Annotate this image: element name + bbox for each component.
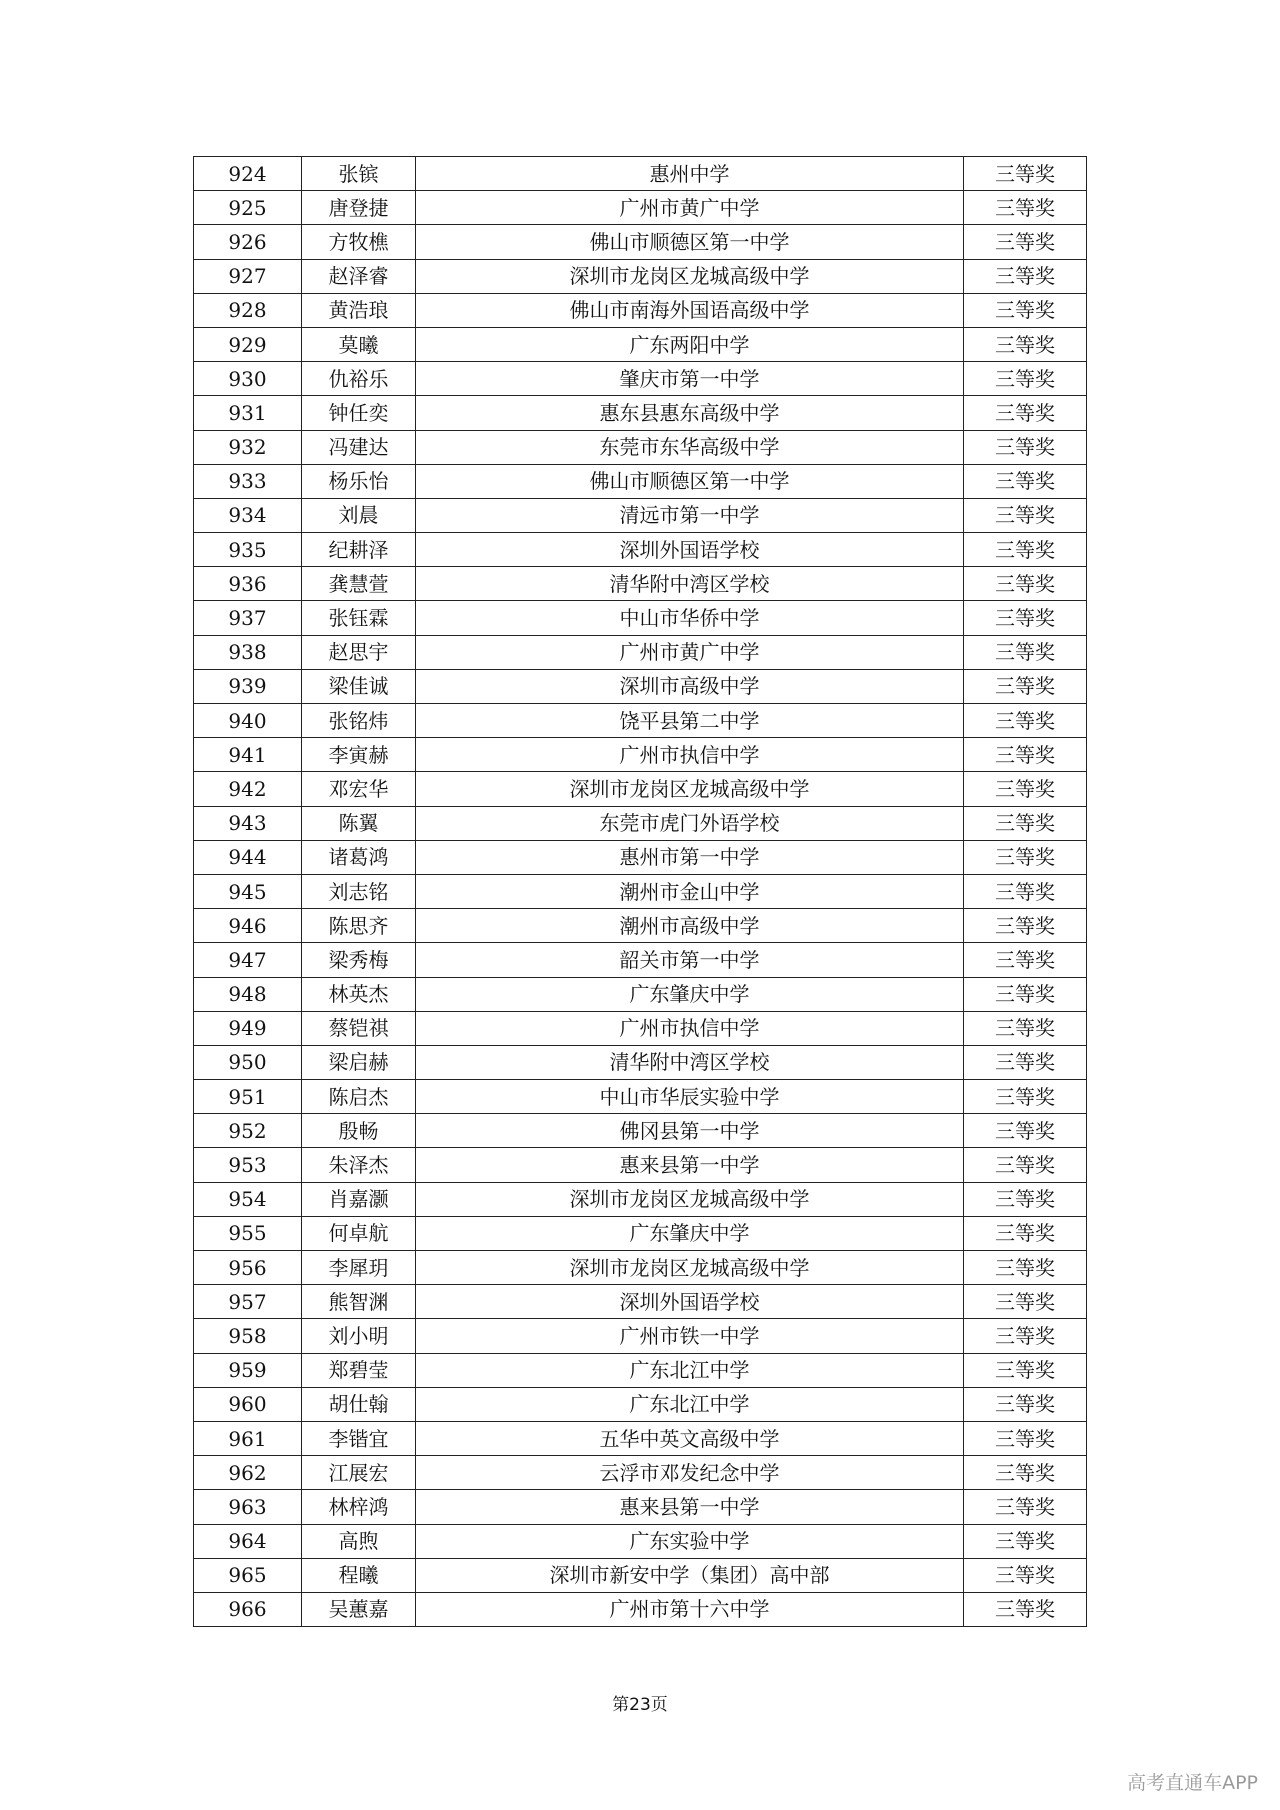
award-level: 三等奖 [964,1353,1087,1387]
school-name: 中山市华侨中学 [416,601,964,635]
table-row [194,1490,1087,1524]
row-number: 954 [194,1182,302,1216]
table-row [194,567,1087,601]
award-level: 三等奖 [964,362,1087,396]
school-name: 佛山市顺德区第一中学 [416,225,964,259]
school-name: 惠来县第一中学 [416,1490,964,1524]
award-level: 三等奖 [964,635,1087,669]
student-name: 林梓鸿 [302,1490,416,1524]
school-name: 清远市第一中学 [416,498,964,532]
school-name: 深圳市龙岗区龙城高级中学 [416,1182,964,1216]
student-name: 郑碧莹 [302,1353,416,1387]
school-name: 云浮市邓发纪念中学 [416,1456,964,1490]
student-name: 梁启赫 [302,1045,416,1079]
school-name: 五华中英文高级中学 [416,1421,964,1455]
table-row [194,533,1087,567]
school-name: 广州市铁一中学 [416,1319,964,1353]
award-level: 三等奖 [964,191,1087,225]
award-level: 三等奖 [964,738,1087,772]
award-level: 三等奖 [964,327,1087,361]
row-number: 945 [194,874,302,908]
table-row [194,874,1087,908]
table-row [194,362,1087,396]
school-name: 潮州市金山中学 [416,874,964,908]
table-row [194,1387,1087,1421]
table-row [194,1080,1087,1114]
row-number: 963 [194,1490,302,1524]
table-row [194,840,1087,874]
award-level: 三等奖 [964,225,1087,259]
school-name: 清华附中湾区学校 [416,1045,964,1079]
row-number: 934 [194,498,302,532]
school-name: 广东北江中学 [416,1353,964,1387]
school-name: 深圳市龙岗区龙城高级中学 [416,1251,964,1285]
school-name: 惠来县第一中学 [416,1148,964,1182]
row-number: 965 [194,1558,302,1592]
table-row [194,259,1087,293]
student-name: 刘志铭 [302,874,416,908]
row-number: 925 [194,191,302,225]
table-row [194,772,1087,806]
student-name: 唐登捷 [302,191,416,225]
row-number: 960 [194,1387,302,1421]
award-level: 三等奖 [964,1251,1087,1285]
table-row [194,1251,1087,1285]
school-name: 广东肇庆中学 [416,977,964,1011]
award-level: 三等奖 [964,977,1087,1011]
student-name: 赵思宇 [302,635,416,669]
row-number: 927 [194,259,302,293]
school-name: 惠州中学 [416,157,964,191]
row-number: 961 [194,1421,302,1455]
student-name: 朱泽杰 [302,1148,416,1182]
student-name: 刘小明 [302,1319,416,1353]
student-name: 陈启杰 [302,1080,416,1114]
award-level: 三等奖 [964,840,1087,874]
row-number: 924 [194,157,302,191]
table-row [194,1148,1087,1182]
row-number: 956 [194,1251,302,1285]
school-name: 广州市执信中学 [416,1011,964,1045]
table-row [194,157,1087,191]
student-name: 梁秀梅 [302,943,416,977]
row-number: 943 [194,806,302,840]
school-name: 惠东县惠东高级中学 [416,396,964,430]
school-name: 广州市第十六中学 [416,1592,964,1626]
student-name: 黄浩琅 [302,293,416,327]
school-name: 深圳市龙岗区龙城高级中学 [416,259,964,293]
student-name: 胡仕翰 [302,1387,416,1421]
student-name: 诸葛鸿 [302,840,416,874]
award-level: 三等奖 [964,1080,1087,1114]
student-name: 蔡铠祺 [302,1011,416,1045]
school-name: 广东北江中学 [416,1387,964,1421]
school-name: 广东两阳中学 [416,327,964,361]
student-name: 张铭炜 [302,704,416,738]
award-level: 三等奖 [964,704,1087,738]
row-number: 929 [194,327,302,361]
student-name: 高煦 [302,1524,416,1558]
award-level: 三等奖 [964,464,1087,498]
student-name: 熊智渊 [302,1285,416,1319]
table-row [194,635,1087,669]
table-row [194,464,1087,498]
school-name: 深圳市新安中学（集团）高中部 [416,1558,964,1592]
award-level: 三等奖 [964,1558,1087,1592]
student-name: 李寅赫 [302,738,416,772]
award-level: 三等奖 [964,293,1087,327]
student-name: 仇裕乐 [302,362,416,396]
school-name: 深圳外国语学校 [416,533,964,567]
student-name: 杨乐怡 [302,464,416,498]
student-name: 林英杰 [302,977,416,1011]
school-name: 韶关市第一中学 [416,943,964,977]
award-level: 三等奖 [964,1216,1087,1250]
row-number: 947 [194,943,302,977]
school-name: 东莞市虎门外语学校 [416,806,964,840]
school-name: 广东实验中学 [416,1524,964,1558]
award-level: 三等奖 [964,1387,1087,1421]
table-row [194,327,1087,361]
award-level: 三等奖 [964,1490,1087,1524]
student-name: 江展宏 [302,1456,416,1490]
school-name: 中山市华辰实验中学 [416,1080,964,1114]
school-name: 佛山市南海外国语高级中学 [416,293,964,327]
row-number: 938 [194,635,302,669]
award-level: 三等奖 [964,1148,1087,1182]
table-row [194,1353,1087,1387]
student-name: 方牧樵 [302,225,416,259]
row-number: 950 [194,1045,302,1079]
award-level: 三等奖 [964,259,1087,293]
award-level: 三等奖 [964,1011,1087,1045]
row-number: 926 [194,225,302,259]
award-level: 三等奖 [964,1114,1087,1148]
row-number: 966 [194,1592,302,1626]
row-number: 932 [194,430,302,464]
award-level: 三等奖 [964,567,1087,601]
school-name: 佛冈县第一中学 [416,1114,964,1148]
award-level: 三等奖 [964,498,1087,532]
table-row [194,1216,1087,1250]
row-number: 933 [194,464,302,498]
table-row [194,1524,1087,1558]
table-row [194,1319,1087,1353]
school-name: 广州市执信中学 [416,738,964,772]
award-level: 三等奖 [964,772,1087,806]
table-row [194,396,1087,430]
row-number: 951 [194,1080,302,1114]
award-level: 三等奖 [964,533,1087,567]
school-name: 惠州市第一中学 [416,840,964,874]
row-number: 955 [194,1216,302,1250]
row-number: 939 [194,669,302,703]
student-name: 陈翼 [302,806,416,840]
row-number: 935 [194,533,302,567]
row-number: 942 [194,772,302,806]
table-row [194,1558,1087,1592]
table-row [194,1011,1087,1045]
table-row [194,669,1087,703]
row-number: 930 [194,362,302,396]
award-level: 三等奖 [964,601,1087,635]
row-number: 949 [194,1011,302,1045]
table-row [194,225,1087,259]
award-level: 三等奖 [964,396,1087,430]
row-number: 952 [194,1114,302,1148]
table-row [194,1285,1087,1319]
school-name: 潮州市高级中学 [416,909,964,943]
row-number: 940 [194,704,302,738]
student-name: 肖嘉灏 [302,1182,416,1216]
table-row [194,704,1087,738]
award-level: 三等奖 [964,1421,1087,1455]
award-level: 三等奖 [964,943,1087,977]
table-row [194,738,1087,772]
table-row [194,191,1087,225]
student-name: 龚慧萱 [302,567,416,601]
school-name: 佛山市顺德区第一中学 [416,464,964,498]
table-row [194,1592,1087,1626]
award-level: 三等奖 [964,1045,1087,1079]
student-name: 赵泽睿 [302,259,416,293]
award-level: 三等奖 [964,1319,1087,1353]
row-number: 931 [194,396,302,430]
student-name: 刘晨 [302,498,416,532]
school-name: 广东肇庆中学 [416,1216,964,1250]
student-name: 张镔 [302,157,416,191]
award-list-table [193,156,1087,1627]
award-level: 三等奖 [964,430,1087,464]
row-number: 937 [194,601,302,635]
row-number: 941 [194,738,302,772]
student-name: 程曦 [302,1558,416,1592]
student-name: 莫曦 [302,327,416,361]
student-name: 李锴宜 [302,1421,416,1455]
school-name: 深圳市龙岗区龙城高级中学 [416,772,964,806]
table-row [194,1045,1087,1079]
table-row [194,293,1087,327]
row-number: 957 [194,1285,302,1319]
school-name: 清华附中湾区学校 [416,567,964,601]
table-row [194,806,1087,840]
student-name: 冯建达 [302,430,416,464]
award-level: 三等奖 [964,1524,1087,1558]
student-name: 吴蕙嘉 [302,1592,416,1626]
row-number: 959 [194,1353,302,1387]
row-number: 948 [194,977,302,1011]
award-level: 三等奖 [964,669,1087,703]
school-name: 深圳市高级中学 [416,669,964,703]
school-name: 广州市黄广中学 [416,635,964,669]
award-level: 三等奖 [964,1285,1087,1319]
page-number: 第23页 [612,1695,668,1715]
row-number: 946 [194,909,302,943]
row-number: 953 [194,1148,302,1182]
table-row [194,943,1087,977]
watermark-text: 高考直通车APP [1127,1772,1258,1794]
row-number: 936 [194,567,302,601]
table-row [194,1182,1087,1216]
table-row [194,430,1087,464]
student-name: 纪耕泽 [302,533,416,567]
student-name: 何卓航 [302,1216,416,1250]
row-number: 962 [194,1456,302,1490]
school-name: 饶平县第二中学 [416,704,964,738]
award-level: 三等奖 [964,909,1087,943]
student-name: 陈思齐 [302,909,416,943]
award-level: 三等奖 [964,806,1087,840]
school-name: 广州市黄广中学 [416,191,964,225]
table-row [194,1456,1087,1490]
table-row [194,498,1087,532]
award-level: 三等奖 [964,874,1087,908]
row-number: 958 [194,1319,302,1353]
student-name: 邓宏华 [302,772,416,806]
award-level: 三等奖 [964,1592,1087,1626]
table-row [194,909,1087,943]
award-level: 三等奖 [964,1182,1087,1216]
award-level: 三等奖 [964,1456,1087,1490]
row-number: 944 [194,840,302,874]
row-number: 928 [194,293,302,327]
table-row [194,601,1087,635]
student-name: 殷畅 [302,1114,416,1148]
student-name: 张钰霖 [302,601,416,635]
school-name: 深圳外国语学校 [416,1285,964,1319]
student-name: 梁佳诚 [302,669,416,703]
award-level: 三等奖 [964,157,1087,191]
award-list-body [194,157,1087,1627]
table-row [194,1114,1087,1148]
student-name: 李犀玥 [302,1251,416,1285]
school-name: 肇庆市第一中学 [416,362,964,396]
student-name: 钟任奕 [302,396,416,430]
table-row [194,977,1087,1011]
table-row [194,1421,1087,1455]
row-number: 964 [194,1524,302,1558]
school-name: 东莞市东华高级中学 [416,430,964,464]
